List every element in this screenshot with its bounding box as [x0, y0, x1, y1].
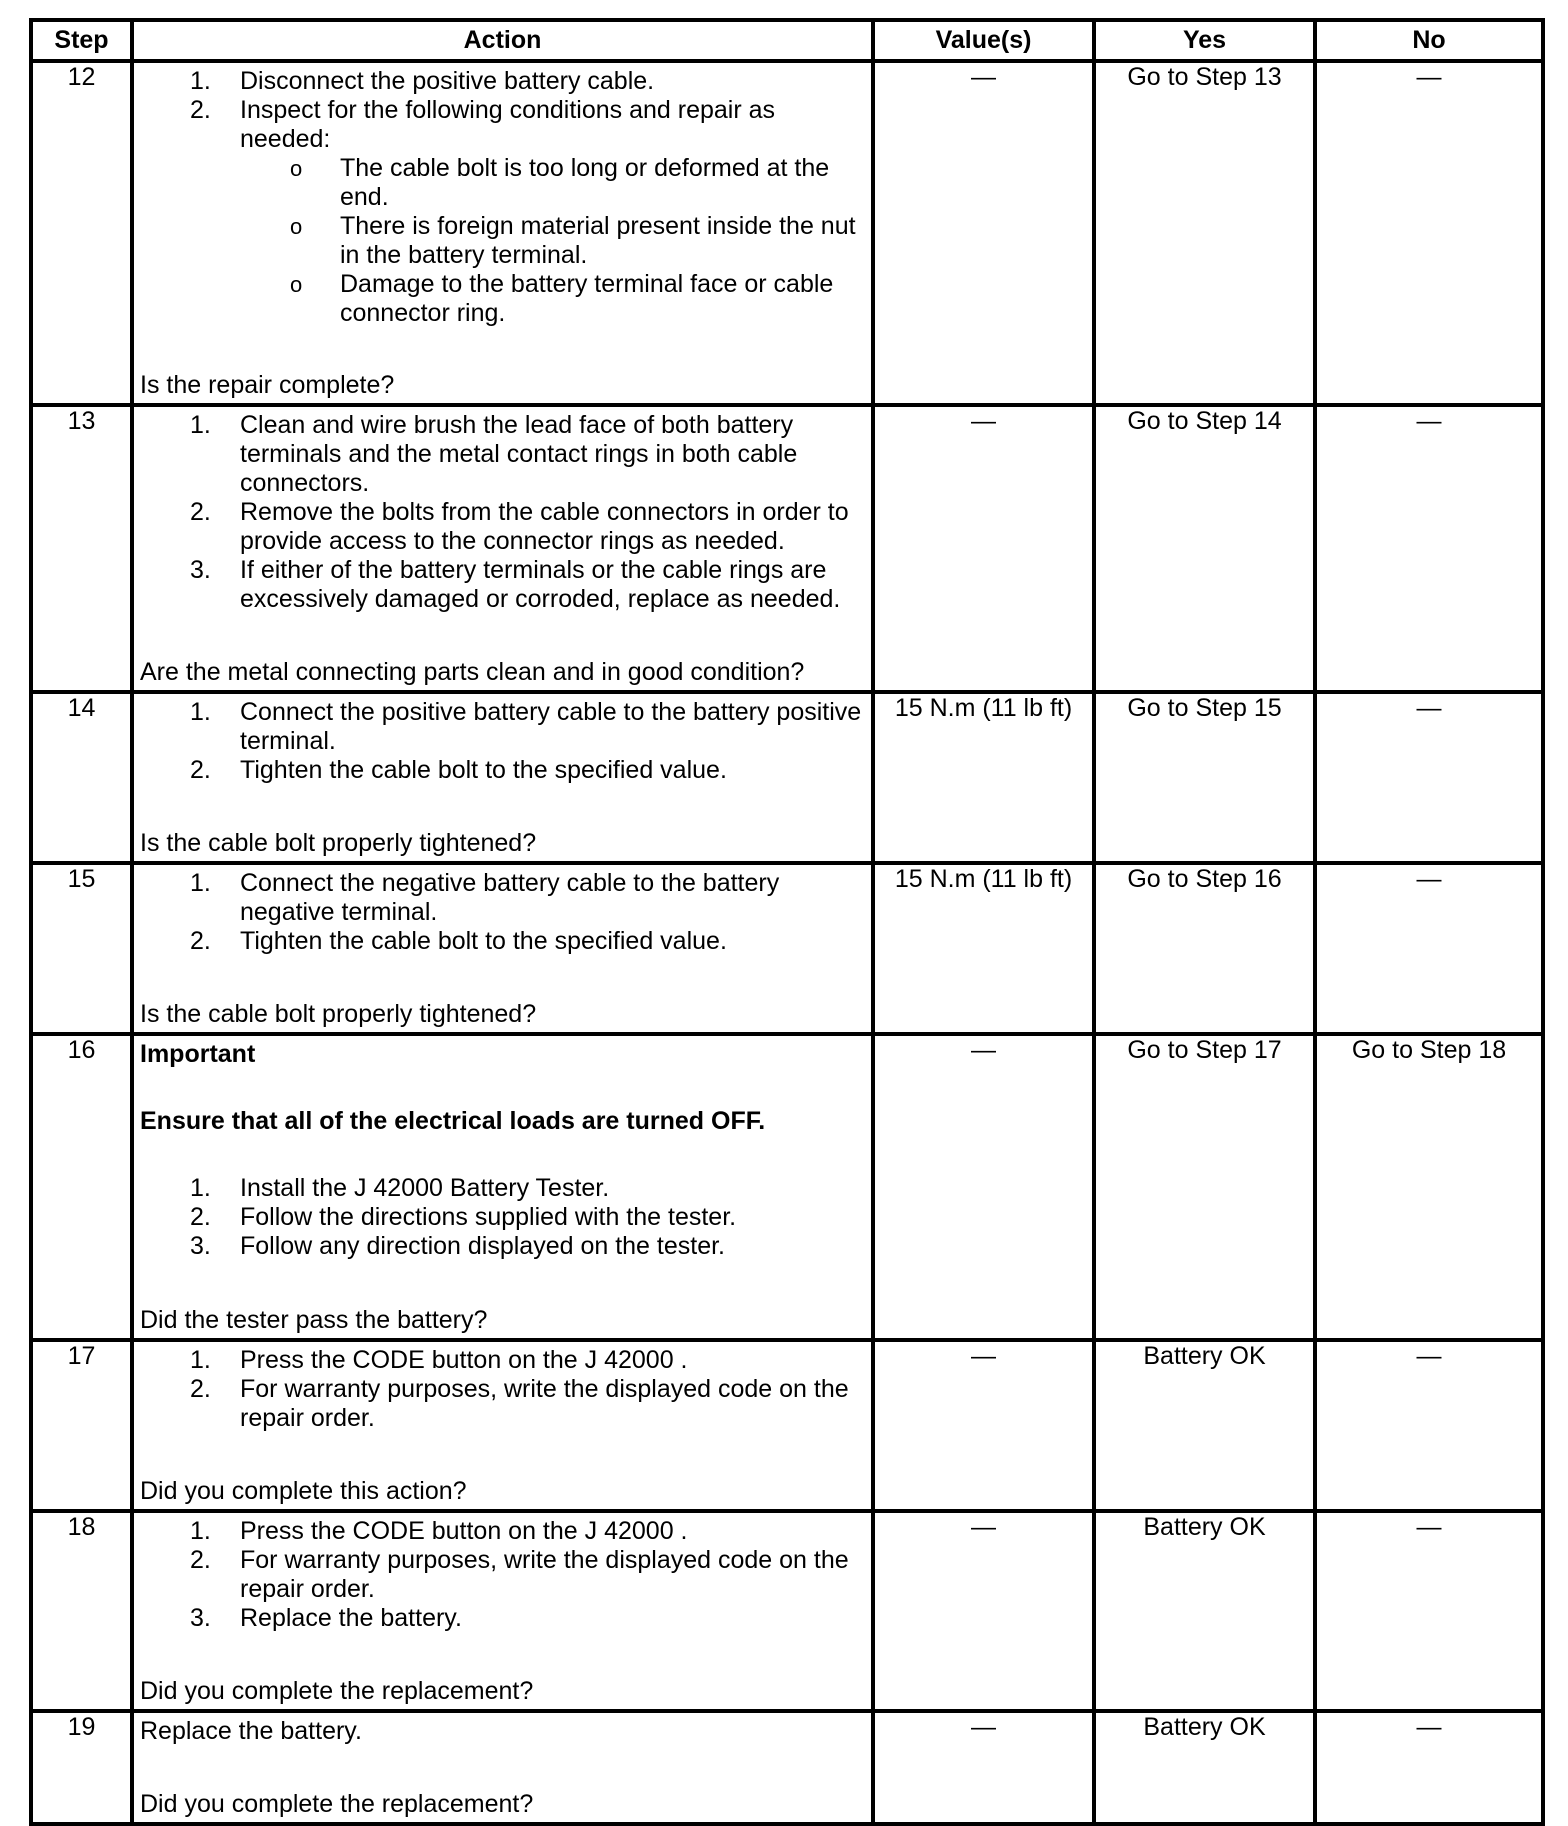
header-values: Value(s): [873, 20, 1094, 61]
step-number: 17: [31, 1340, 132, 1511]
action-list: [140, 67, 865, 328]
question-text: Is the repair complete?: [140, 371, 395, 399]
action-cell: [132, 1340, 873, 1511]
value-cell: —: [873, 61, 1094, 405]
action-cell: [132, 405, 873, 692]
no-cell: —: [1315, 1511, 1543, 1711]
no-cell: —: [1315, 1340, 1543, 1511]
question-text: Did you complete this action?: [140, 1477, 467, 1505]
list-item: 2. Tighten the cable bolt to the specified value.: [190, 756, 727, 784]
list-item: 2. Remove the bolts from the cable connectors in order to provide access to the connector rings as needed.: [190, 498, 849, 555]
list-item: 1. Disconnect the positive battery cable.: [190, 67, 655, 95]
list-item: o There is foreign material present inside the nut in the battery terminal.: [290, 212, 856, 269]
question-text: Are the metal connecting parts clean and in good condition?: [140, 658, 805, 686]
list-item: 1. Install the J 42000 Battery Tester.: [190, 1174, 610, 1202]
value-cell: —: [873, 1340, 1094, 1511]
list-item: 1. Connect the positive battery cable to the battery positive terminal.: [190, 698, 862, 755]
list-item: 1. Press the CODE button on the J 42000 .: [190, 1517, 688, 1545]
action-cell: [132, 692, 873, 863]
header-step: Step: [31, 20, 132, 61]
action-cell: [132, 1034, 873, 1340]
yes-cell: Go to Step 13: [1094, 61, 1315, 405]
action-list: [140, 698, 865, 785]
header-row: [31, 20, 1543, 61]
action-list: [140, 1346, 865, 1433]
no-cell: Go to Step 18: [1315, 1034, 1543, 1340]
list-item: 2. Inspect for the following conditions and repair as needed: o The cable bolt is too long or deformed at the end. o There is foreign material present inside the nut in the battery terminal. o Damage to the battery terminal face or cable connector ring.: [140, 96, 865, 328]
yes-cell: Go to Step 14: [1094, 405, 1315, 692]
step-number: 19: [31, 1711, 132, 1824]
list-item: 3. Replace the battery.: [190, 1604, 462, 1632]
table-row: [31, 1340, 1543, 1511]
table-row: [31, 863, 1543, 1034]
no-cell: —: [1315, 692, 1543, 863]
question-text: Did you complete the replacement?: [140, 1790, 534, 1818]
list-item: 1. Clean and wire brush the lead face of both battery terminals and the metal contact rings in both cable connectors.: [190, 411, 798, 497]
action-text: Replace the battery.: [140, 1717, 362, 1745]
step-number: 15: [31, 863, 132, 1034]
step-number: 13: [31, 405, 132, 692]
no-cell: —: [1315, 61, 1543, 405]
yes-cell: Battery OK: [1094, 1511, 1315, 1711]
diagnostic-table: [29, 18, 1545, 1826]
list-item: 2. Tighten the cable bolt to the specified value.: [190, 927, 727, 955]
action-list: [140, 1517, 865, 1633]
yes-cell: Battery OK: [1094, 1711, 1315, 1824]
table-row: [31, 405, 1543, 692]
list-item: 2. For warranty purposes, write the displayed code on the repair order.: [190, 1375, 849, 1432]
table-row: [31, 61, 1543, 405]
table-row: [31, 692, 1543, 863]
list-item: 1. Connect the negative battery cable to the battery negative terminal.: [190, 869, 780, 926]
value-cell: —: [873, 405, 1094, 692]
value-cell: 15 N.m (11 lb ft): [873, 863, 1094, 1034]
list-item: 1. Press the CODE button on the J 42000 .: [190, 1346, 688, 1374]
action-cell: [132, 863, 873, 1034]
action-list: [140, 1174, 865, 1261]
table-row: [31, 1511, 1543, 1711]
important-label: Important: [140, 1040, 256, 1068]
no-cell: —: [1315, 863, 1543, 1034]
action-cell: [132, 61, 873, 405]
question-text: Did the tester pass the battery?: [140, 1306, 488, 1334]
table-row: [31, 1711, 1543, 1824]
step-number: 18: [31, 1511, 132, 1711]
header-action: Action: [132, 20, 873, 61]
list-item: 3. If either of the battery terminals or the cable rings are excessively damaged or corroded, replace as needed.: [190, 556, 841, 613]
value-cell: —: [873, 1711, 1094, 1824]
condition-list: [240, 154, 865, 328]
list-item: 3. Follow any direction displayed on the tester.: [190, 1232, 725, 1260]
list-item: o Damage to the battery terminal face or cable connector ring.: [290, 270, 834, 327]
step-number: 12: [31, 61, 132, 405]
action-list: [140, 411, 865, 614]
list-item: 2. For warranty purposes, write the displayed code on the repair order.: [190, 1546, 849, 1603]
yes-cell: Go to Step 15: [1094, 692, 1315, 863]
list-item: o The cable bolt is too long or deformed at the end.: [290, 154, 830, 211]
action-list: [140, 869, 865, 956]
action-cell: [132, 1711, 873, 1824]
question-text: Is the cable bolt properly tightened?: [140, 829, 537, 857]
header-no: No: [1315, 20, 1543, 61]
yes-cell: Go to Step 16: [1094, 863, 1315, 1034]
value-cell: —: [873, 1034, 1094, 1340]
table-row: [31, 1034, 1543, 1340]
value-cell: 15 N.m (11 lb ft): [873, 692, 1094, 863]
question-text: Did you complete the replacement?: [140, 1677, 534, 1705]
question-text: Is the cable bolt properly tightened?: [140, 1000, 537, 1028]
value-cell: —: [873, 1511, 1094, 1711]
header-yes: Yes: [1094, 20, 1315, 61]
no-cell: —: [1315, 1711, 1543, 1824]
important-notice: Ensure that all of the electrical loads are turned OFF.: [140, 1107, 766, 1135]
list-item: 2. Follow the directions supplied with the tester.: [190, 1203, 737, 1231]
no-cell: —: [1315, 405, 1543, 692]
action-cell: [132, 1511, 873, 1711]
yes-cell: Go to Step 17: [1094, 1034, 1315, 1340]
step-number: 14: [31, 692, 132, 863]
yes-cell: Battery OK: [1094, 1340, 1315, 1511]
step-number: 16: [31, 1034, 132, 1340]
